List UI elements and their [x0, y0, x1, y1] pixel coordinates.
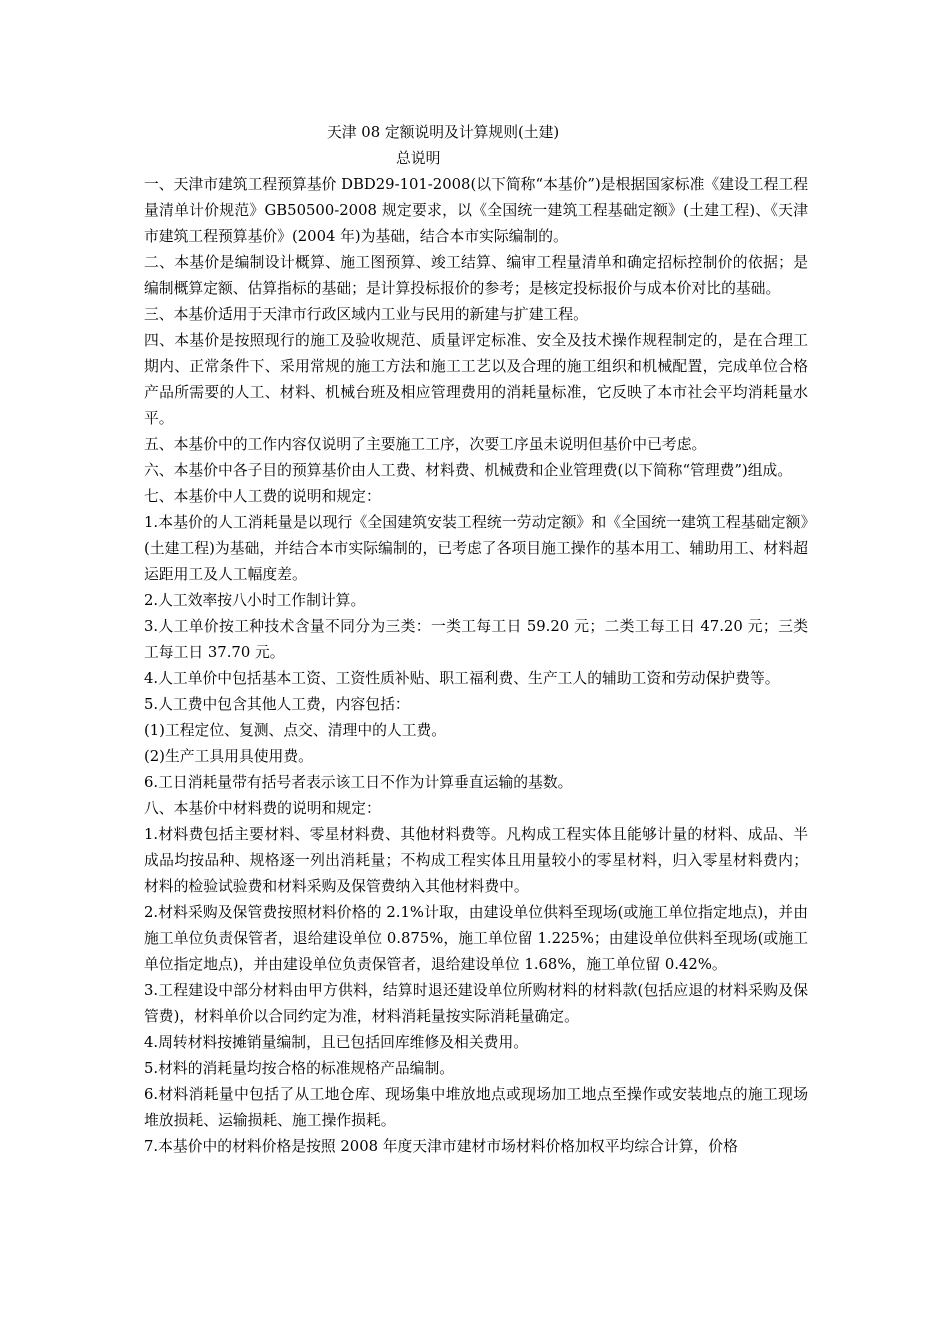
section-heading: 八、本基价中材料费的说明和规定：: [144, 800, 381, 817]
list-item: 6.材料消耗量中包括了从工地仓库、现场集中堆放地点或现场加工地点至操作或安装地点的施工现场堆放损耗、运输损耗、施工操作损耗。: [144, 1086, 808, 1129]
paragraph: 一、天津市建筑工程预算基价 DBD29-101-2008(以下简称“本基价”)是根据国家标准《建设工程工程量清单计价规范》GB50500-2008 规定要求，以《全国统一建筑工程基础定额》(土建工程)、《天津市建筑工程预算基价》(2004 年)为基础，结合本市实际编制的。: [144, 176, 808, 245]
list-item: 5.人工费中包含其他人工费，内容包括：: [144, 696, 410, 713]
list-item: 2.人工效率按八小时工作制计算。: [144, 592, 366, 609]
paragraph: 四、本基价是按照现行的施工及验收规范、质量评定标准、安全及技术操作规程制定的，是在合理工期内、正常条件下、采用常规的施工方法和施工工艺以及合理的施工组织和机械配置，完成单位合格产品所需要的人工、材料、机械台班及相应管理费用的消耗量标准，它反映了本市社会平均消耗量水平。: [144, 332, 808, 427]
paragraph: 五、本基价中的工作内容仅说明了主要施工工序，次要工序虽未说明但基价中已考虑。: [144, 436, 707, 453]
list-item: 5.材料的消耗量均按合格的标准规格产品编制。: [144, 1060, 455, 1077]
paragraph: 二、本基价是编制设计概算、施工图预算、竣工结算、编审工程量清单和确定招标控制价的依据；是编制概算定额、估算指标的基础；是计算投标报价的参考；是核定投标报价与成本价对比的基础。: [144, 254, 808, 297]
list-item: 7.本基价中的材料价格是按照 2008 年度天津市建材市场材料价格加权平均综合计算，价格: [144, 1138, 738, 1155]
list-item: 3.人工单价按工种技术含量不同分为三类：一类工每工日 59.20 元；二类工每工日 47.20 元；三类工每工日 37.70 元。: [144, 618, 808, 661]
paragraph: 六、本基价中各子目的预算基价由人工费、材料费、机械费和企业管理费(以下简称“管理费”)组成。: [144, 462, 793, 479]
list-item: 4.周转材料按摊销量编制，且已包括回库维修及相关费用。: [144, 1034, 529, 1051]
list-item: 1.本基价的人工消耗量是以现行《全国建筑安装工程统一劳动定额》和《全国统一建筑工程基础定额》(土建工程)为基础，并结合本市实际编制的，已考虑了各项目施工操作的基本用工、辅助用工、材料超运距用工及人工幅度差。: [144, 514, 808, 583]
list-item: 2.材料采购及保管费按照材料价格的 2.1%计取，由建设单位供料至现场(或施工单位指定地点)，并由施工单位负责保管者，退给建设单位 0.875%，施工单位留 1.225%；由建设单位供料至现场(或施工单位指定地点)，并由建设单位负责保管者，退给建设单位 1.68%，施工单位留 0.42%。: [144, 904, 808, 973]
list-item: 1.材料费包括主要材料、零星材料费、其他材料费等。凡构成工程实体且能够计量的材料、成品、半成品均按品种、规格逐一列出消耗量；不构成工程实体且用量较小的零星材料，归入零星材料费内；材料的检验试验费和材料采购及保管费纳入其他材料费中。: [144, 826, 808, 895]
list-item: 3.工程建设中部分材料由甲方供料，结算时退还建设单位所购材料的材料款(包括应退的材料采购及保管费)，材料单价以合同约定为准，材料消耗量按实际消耗量确定。: [144, 982, 808, 1025]
list-item: 4.人工单价中包括基本工资、工资性质补贴、职工福利费、生产工人的辅助工资和劳动保护费等。: [144, 670, 780, 687]
document-body: [144, 120, 808, 1160]
sub-list-item: (1)工程定位、复测、点交、清理中的人工费。: [144, 722, 447, 739]
document-subtitle: 总说明: [396, 150, 441, 167]
list-item: 6.工日消耗量带有括号者表示该工日不作为计算垂直运输的基数。: [144, 774, 573, 791]
sub-list-item: (2)生产工具用具使用费。: [144, 748, 313, 765]
document-title: 天津 08 定额说明及计算规则(土建): [327, 124, 560, 141]
paragraph: 三、本基价适用于天津市行政区域内工业与民用的新建与扩建工程。: [144, 306, 588, 323]
section-heading: 七、本基价中人工费的说明和规定：: [144, 488, 381, 505]
